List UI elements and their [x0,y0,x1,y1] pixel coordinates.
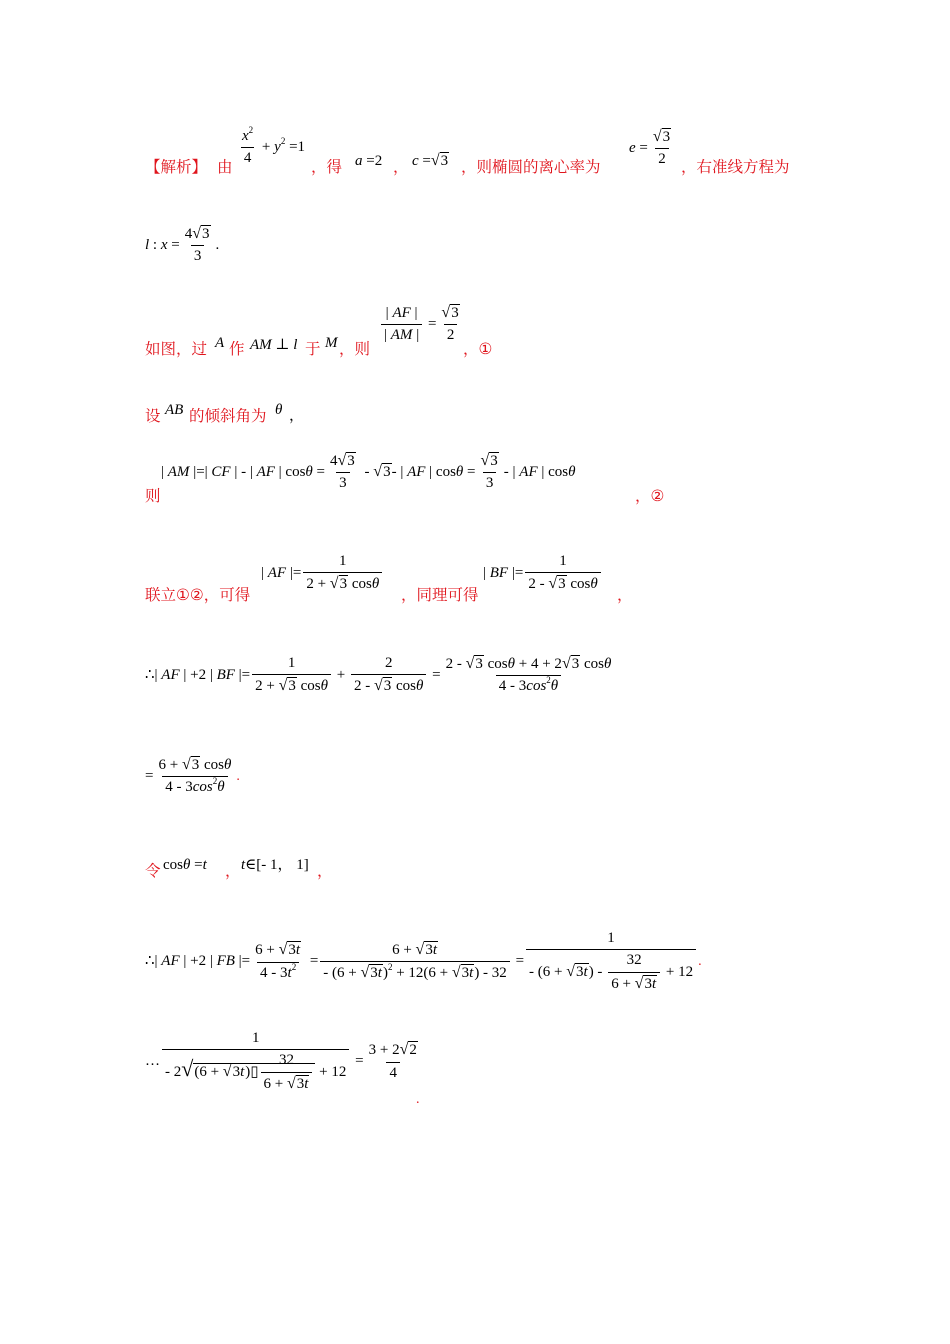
sum-expression-3: ∴| AF | +2 | FB |= $\frac{6 + √3t}{4 - 3t^2}$ = $\frac{6 + √3t}{- (6 + √3t)^2 + 12(6 + √3t) - 32}$ = 1 - (6 + √3t) - $\frac{32}{6 + √3t}$ + 12 . [145,930,702,992]
solution-title: 【解析】 [145,158,208,176]
text-comma-2: ， [289,408,305,424]
sum-expression-1: ∴| AF | +2 | BF |= $\frac{1}{2 + √3 \cos\theta}$ + $\frac{2}{2 - √3 \cos\theta}$ = $\frac{2 - √3 \cos\theta + 4 + 2√3 \cos\theta}{4 - 3\cos^2\theta}$ [145,655,612,695]
am-expression: | AM |=| CF | - | AF | cosθ = $\frac{4√3}{3}$ - √3- | AF | cosθ = $\frac{√3}{3}$ - | AF | cosθ [161,452,576,492]
solution-line-5 [145,452,705,505]
segment-ab: AB [165,402,184,418]
marker-2: ，② [635,487,665,505]
af-result: | AF |= $\frac{1}{2 + √3 \cos\theta}$ [261,553,384,594]
solution-line-3 [145,302,645,358]
substitution: cosθ =t [163,857,207,873]
text-by: 由 [217,158,233,176]
sum-expression-4: … 1 - 2√(6 + √3t)▯ $\frac{32}{6 + √3t}$ + 12 = $\frac{3 + 2√2}{4}$ [145,1030,417,1092]
solution-line-1 [145,125,825,178]
text-comma-5: ， [317,862,333,880]
bf-result: | BF |= $\frac{1}{2 - √3 \cos\theta}$ [483,553,603,594]
text-eccentricity: ，则椭圆的离心率为 [461,158,601,176]
directrix-equation: l : x = $\frac{4√3}{3}$ . [145,225,220,265]
solution-line-6 [145,553,665,603]
perpendicular: AM ⊥ l [250,337,298,353]
sum-expression-2: = $\frac{6 + √3 \cos\theta}{4 - 3\cos^2\theta}$ . [145,756,240,796]
theta: θ [275,402,283,418]
text-get: ，得 [311,158,343,176]
ratio-af-am: $\frac{| AF |}{| AM |}$ = $\frac{√3}{2}$ [379,304,465,345]
text-draw: 作 [229,340,245,358]
trailing-dot: . [416,1092,420,1107]
ellipse-equation: $\frac{x^2}{4}$ + $y^2 =1$ [242,125,306,167]
text-comma: ， [393,158,409,176]
point-a: A [215,335,225,351]
t-range: t∈[- 1， 1] [241,857,309,873]
text-inclination: 的倾斜角为 [189,407,267,425]
a-value: a =2 [355,153,383,169]
text-let: 设 [145,407,161,425]
text-then-2: 则 [145,487,161,505]
text-comma-3: ， [617,586,633,604]
c-value: c =√3 [412,152,449,169]
text-comma-4: ， [225,862,241,880]
eccentricity-value: e = $\frac{√3}{2}$ [629,128,671,168]
text-let-2: 令 [145,862,161,880]
marker-1: ，① [463,340,493,358]
text-combine: 联立①②，可得 [145,586,251,604]
point-m: M [325,335,338,351]
text-at: 于 [305,340,321,358]
text-figure: 如图，过 [145,340,208,358]
text-directrix: ，右准线方程为 [681,158,790,176]
text-similarly: ，同理可得 [401,586,479,604]
text-then: ，则 [339,340,371,358]
